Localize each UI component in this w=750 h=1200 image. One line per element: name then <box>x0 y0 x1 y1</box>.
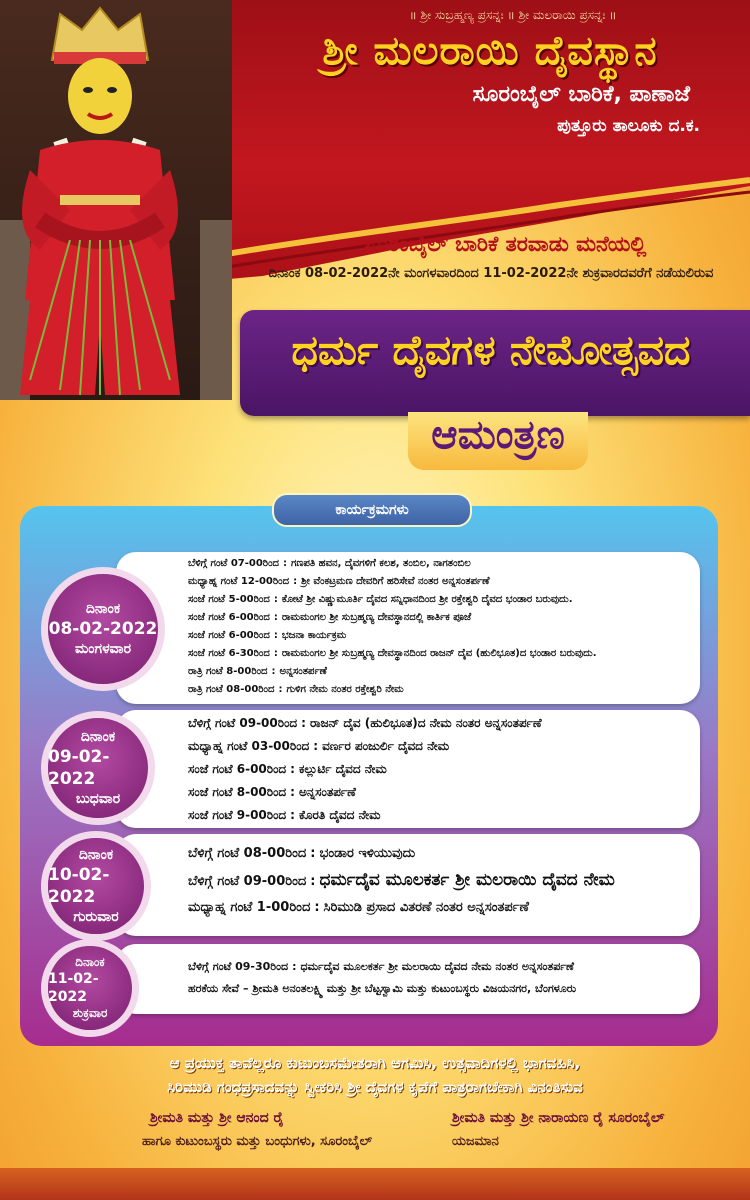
event-row: ಬೆಳಿಗ್ಗೆ ಗಂಟೆ 08-00ರಿಂದ : ಭಂಡಾರ ಇಳಿಯುವುದು <box>188 846 416 861</box>
event-row: ಬೆಳಿಗ್ಗೆ ಗಂಟೆ 09-00ರಿಂದ : ರಾಜನ್ ದೈವ (ಹುಲಿಭೂತ)ದ ನೇಮ ನಂತರ ಅನ್ನಸಂತರ್ಪಣೆ <box>188 716 542 730</box>
date-badge-2 <box>48 718 148 818</box>
day-card-1 <box>116 552 700 704</box>
date-badge-weekday: ಬುಧವಾರ <box>75 791 121 807</box>
date-badge-date: 08-02-2022 <box>48 619 158 639</box>
date-badge-label: ದಿನಾಂಕ <box>85 601 121 617</box>
event-row: ಮಧ್ಯಾಹ್ನ ಗಂಟೆ 1-00ರಿಂದ : ಸಿರಿಮುಡಿ ಪ್ರಸಾದ ವಿತರಣೆ ನಂತರ ಅನ್ನಸಂತರ್ಪಣೆ <box>188 900 529 915</box>
temple-location: ಸೂರಂಬೈಲ್ ಬಾರಿಕೆ, ಪಾಣಾಜೆ <box>472 82 690 107</box>
deity-photo <box>0 0 232 400</box>
event-row: ಸಂಜೆ ಗಂಟೆ 8-00ರಿಂದ : ಅನ್ನಸಂತರ್ಪಣೆ <box>188 785 356 799</box>
host-right-subtitle: ಯಜಮಾನ <box>452 1134 499 1149</box>
date-badge-date: 09-02-2022 <box>48 747 110 789</box>
event-row: ಬೆಳಿಗ್ಗೆ ಗಂಟೆ 09-00ರಿಂದ : ಧರ್ಮದೈವ ಮೂಲಕರ್ತ ಶ್ರೀ ಮಲರಾಯಿ ದೈವದ ನೇಮ <box>188 870 615 890</box>
temple-taluk: ಪುತ್ತೂರು ತಾಲೂಕು ದ.ಕ. <box>557 116 700 136</box>
event-row: ರಾತ್ರಿ ಗಂಟೆ 08-00ರಿಂದ : ಗುಳಿಗ ನೇಮ ನಂತರ ರಕ್ತೇಶ್ವರಿ ನೇಮ <box>188 684 404 695</box>
event-row: ಸಂಜೆ ಗಂಟೆ 6-30ರಿಂದ : ರಾಮಮಂಗಲ ಶ್ರೀ ಸುಬ್ರಹ್ಮಣ್ಯ ದೇವಸ್ಥಾನದಿಂದ ರಾಜನ್ ದೈವ (ಹುಲಿಭೂತ)ದ ಭಂಡಾರ ಬರುವುದು. <box>188 648 597 659</box>
event-row: ಸಂಜೆ ಗಂಟೆ 9-00ರಿಂದ : ಕೊರತಿ ದೈವದ ನೇಮ <box>188 808 381 822</box>
invitation-title: ಆಮಂತ್ರಣ <box>408 412 588 470</box>
date-badge-date: 10-02-2022 <box>48 865 110 907</box>
festival-title: ಧರ್ಮ ದೈವಗಳ ನೇಮೋತ್ಸವದ <box>291 326 691 374</box>
date-badge-weekday: ಶುಕ್ರವಾರ <box>72 1006 108 1020</box>
event-row: ಸಂಜೆ ಗಂಟೆ 6-00ರಿಂದ : ರಾಮಮಂಗಲ ಶ್ರೀ ಸುಬ್ರಹ್ಮಣ್ಯ ದೇವಸ್ಥಾನದಲ್ಲಿ ಕಾರ್ತಿಕ ಪೂಜೆ <box>188 612 472 623</box>
event-date-line: ದಿನಾಂಕ 08-02-2022ನೇ ಮಂಗಳವಾರದಿಂದ 11-02-2022ನೇ ಶುಕ್ರವಾರದವರೆಗೆ ನಡೆಯಲಿರುವ <box>268 266 714 281</box>
date-badge-label: ದಿನಾಂಕ <box>80 729 116 745</box>
event-row: ಬೆಳಿಗ್ಗೆ ಗಂಟೆ 07-00ರಿಂದ : ಗಣಪತಿ ಹವನ, ದೈವಗಳಿಗೆ ಕಲಶ, ತಂಬಿಲ, ನಾಗತಂಬಿಲ <box>188 558 471 569</box>
event-row: ಮಧ್ಯಾಹ್ನ ಗಂಟೆ 12-00ರಿಂದ : ಶ್ರೀ ವೆಂಕಟ್ರಮಣ ದೇವರಿಗೆ ಹರಿಸೇವೆ ನಂತರ ಅನ್ನಸಂತರ್ಪಣೆ <box>188 576 490 587</box>
event-row: ಬೆಳಿಗ್ಗೆ ಗಂಟೆ 09-30ರಿಂದ : ಧರ್ಮದೈವ ಮೂಲಕರ್ತ ಶ್ರೀ ಮಲರಾಯಿ ದೈವದ ನೇಮ ನಂತರ ಅನ್ನಸಂತರ್ಪಣೆ <box>188 960 574 973</box>
event-row: ಸಂಜೆ ಗಂಟೆ 5-00ರಿಂದ : ಕೋಟೆ ಶ್ರೀ ವಿಷ್ಣುಮೂರ್ತಿ ದೈವದ ಸನ್ನಿಧಾನದಿಂದ ಶ್ರೀ ರಕ್ತೇಶ್ವರಿ ದೈವದ ಭಂಡಾರ ಬರುವುದು. <box>188 594 573 605</box>
footer-invitation-line-2: ಸಿರಿಮುಡಿ ಗಂಧಪ್ರಸಾದವನ್ನು ಸ್ವೀಕರಿಸಿ ಶ್ರೀ ದೈವಗಳ ಕೃಪೆಗೆ ಪಾತ್ರರಾಗಬೇಕಾಗಿ ವಿನಂತಿಸುವ <box>167 1078 583 1096</box>
program-heading: ಕಾರ್ಯಕ್ರಮಗಳು <box>272 493 472 527</box>
venue-line: ಸೂರಂಬೈಲ್ ಬಾರಿಕೆ ತರವಾಡು ಮನೆಯಲ್ಲಿ <box>363 232 647 256</box>
event-row: ಸಂಜೆ ಗಂಟೆ 6-00ರಿಂದ : ಕಲ್ಲುರ್ಟಿ ದೈವದ ನೇಮ <box>188 762 387 776</box>
day-card-3 <box>116 834 700 936</box>
date-badge-label: ದಿನಾಂಕ <box>78 847 114 863</box>
event-row: ರಾತ್ರಿ ಗಂಟೆ 8-00ರಿಂದ : ಅನ್ನಸಂತರ್ಪಣೆ <box>188 666 327 677</box>
temple-title: ಶ್ರೀ ಮಲರಾಯಿ ದೈವಸ್ಥಾನ <box>322 28 658 74</box>
event-row: ಮಧ್ಯಾಹ್ನ ಗಂಟೆ 03-00ರಿಂದ : ವರ್ಣರ ಪಂಜುರ್ಲಿ ದೈವದ ನೇಮ <box>188 739 450 753</box>
date-badge-1 <box>48 574 158 684</box>
date-badge-weekday: ಗುರುವಾರ <box>73 909 119 925</box>
host-right-name: ಶ್ರೀಮತಿ ಮತ್ತು ಶ್ರೀ ನಾರಾಯಣ ರೈ ಸೂರಂಬೈಲ್ <box>452 1110 665 1126</box>
host-left-subtitle: ಹಾಗೂ ಕುಟುಂಬಸ್ಥರು ಮತ್ತು ಬಂಧುಗಳು, ಸೂರಂಬೈಲ್ <box>142 1134 373 1149</box>
day-card-2 <box>116 710 700 828</box>
date-badge-label: ದಿನಾಂಕ <box>75 955 105 969</box>
event-row: ಹರಕೆಯ ಸೇವೆ – ಶ್ರೀಮತಿ ಅನಂತಲಕ್ಷ್ಮಿ ಮತ್ತು ಶ್ರೀ ಬೆಟ್ಟಸ್ವಾಮಿ ಮತ್ತು ಕುಟುಂಬಸ್ಥರು ವಿಜಯನಗರ, ಬೆಂಗಳೂರು <box>188 982 577 995</box>
date-badge-date: 11-02-2022 <box>48 971 99 1005</box>
footer-band <box>0 1168 750 1200</box>
date-badge-4 <box>48 946 132 1030</box>
host-left-name: ಶ್ರೀಮತಿ ಮತ್ತು ಶ್ರೀ ಆನಂದ ರೈ <box>150 1110 284 1126</box>
footer-invitation-line-1: ಆ ಪ್ರಯುಕ್ತ ತಾವೆಲ್ಲರೂ ಕುಟುಂಬಸಮೇತರಾಗಿ ಆಗಮಿಸಿ, ಉತ್ಸವಾದಿಗಳಲ್ಲಿ ಭಾಗವಹಿಸಿ, <box>169 1054 581 1072</box>
date-badge-weekday: ಮಂಗಳವಾರ <box>74 641 132 657</box>
invocation-line: ॥ ಶ್ರೀ ಸುಬ್ರಹ್ಮಣ್ಯ ಪ್ರಸನ್ನಃ ॥ ಶ್ರೀ ಮಲರಾಯಿ ಪ್ರಸನ್ನಃ ॥ <box>409 8 617 22</box>
day-card-4 <box>116 944 700 1014</box>
date-badge-3 <box>48 838 144 934</box>
event-row: ಸಂಜೆ ಗಂಟೆ 6-00ರಿಂದ : ಭಜನಾ ಕಾರ್ಯಕ್ರಮ <box>188 630 347 641</box>
